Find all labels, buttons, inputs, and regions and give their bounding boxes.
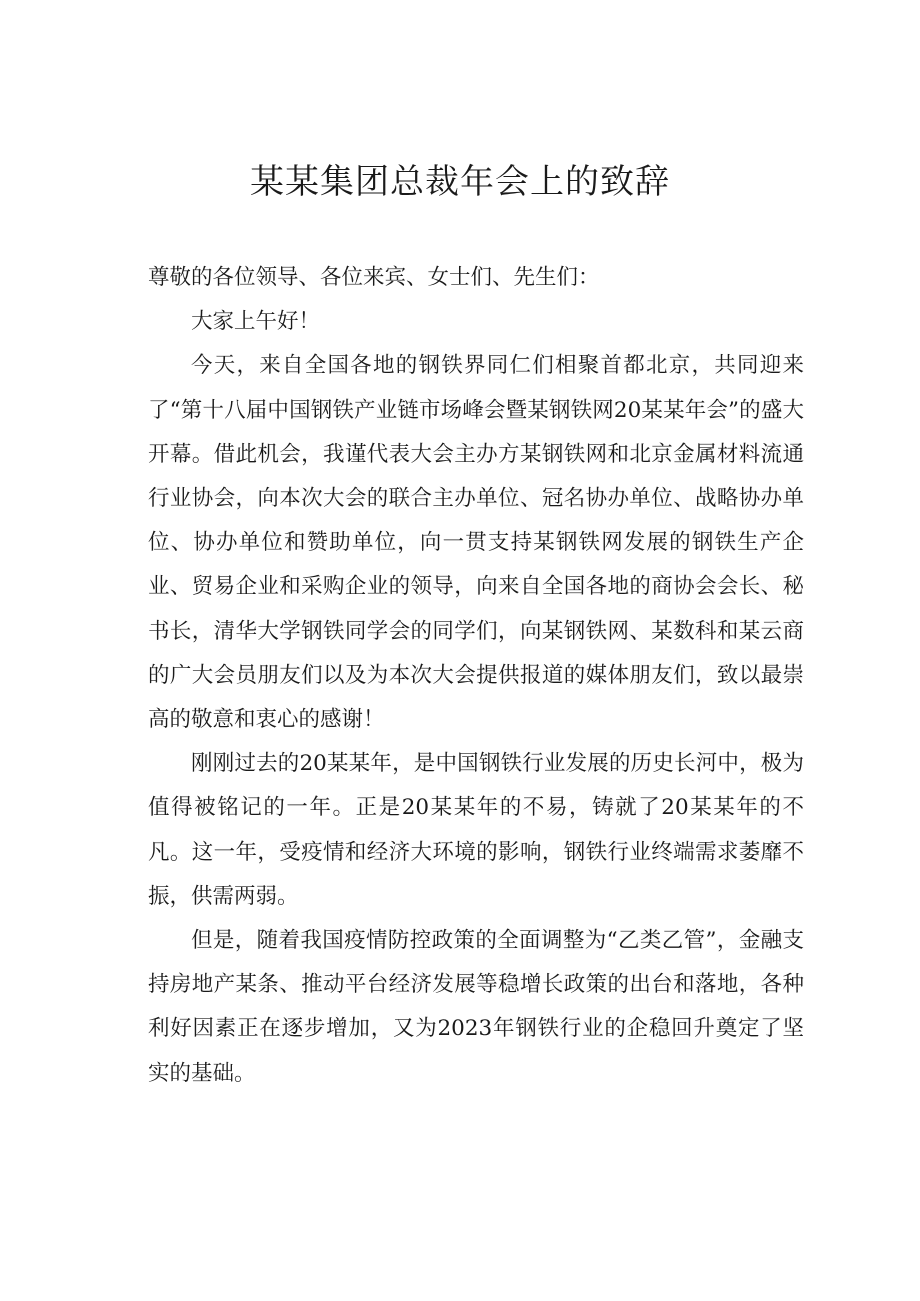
salutation: 尊敬的各位领导、各位来宾、女士们、先生们： — [148, 265, 600, 290]
paragraph-opening: 今天，来自全国各地的钢铁界同仁们相聚首都北京，共同迎来了“第十八届中国钢铁产业链市场峰会暨某钢铁网20某某年会”的盛大开幕。借此机会，我谨代表大会主办方某钢铁网和北京金属材料流通行业协会，向本次大会的联合主办单位、冠名协办单位、战略协办单位、协办单位和赞助单位，向一贯支持某钢铁网发展的钢铁生产企业、贸易企业和采购企业的领导，向来自全国各地的商协会会长、秘书长，清华大学钢铁同学会的同学们，向某钢铁网、某数科和某云商的广大会员朋友们以及为本次大会提供报道的媒体朋友们，致以最崇高的敬意和衷心的感谢！ — [148, 353, 804, 733]
paragraph-greeting: 大家上午好！ — [191, 309, 321, 335]
document-body — [148, 256, 804, 1096]
paragraph-outlook: 但是，随着我国疫情防控政策的全面调整为“乙类乙管”，金融支持房地产某条、推动平台经济发展等稳增长政策的出台和落地，各种利好因素正在逐步增加，又为2023年钢铁行业的企稳回升奠定了坚实的基础。 — [148, 928, 804, 1086]
paragraph-review: 刚刚过去的20某某年，是中国钢铁行业发展的历史长河中，极为值得被铭记的一年。正是20某某年的不易，铸就了20某某年的不凡。这一年，受疫情和经济大环境的影响，钢铁行业终端需求萎靡不振，供需两弱。 — [148, 751, 804, 909]
document-title: 某某集团总裁年会上的致辞 — [250, 162, 670, 202]
